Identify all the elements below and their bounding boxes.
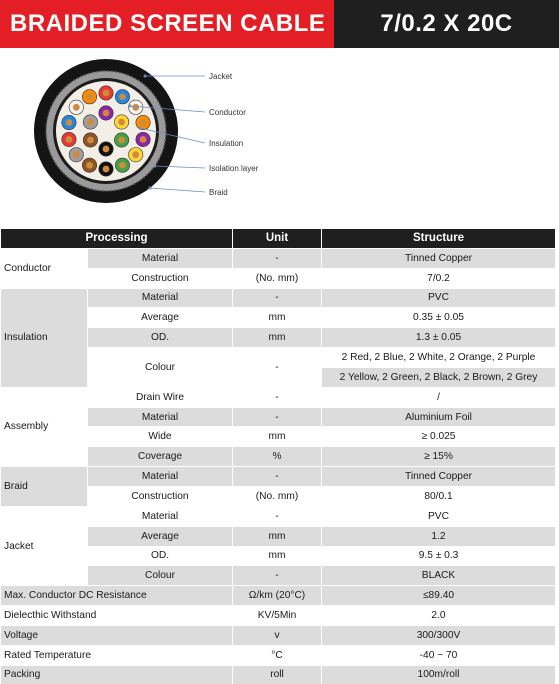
row-unit: mm bbox=[233, 328, 322, 348]
row-sub: Colour bbox=[88, 348, 233, 388]
row-unit: mm bbox=[233, 427, 322, 447]
table-row bbox=[1, 665, 556, 684]
row-sub: Average bbox=[88, 308, 233, 328]
row-unit: mm bbox=[233, 308, 322, 328]
row-sub: Colour bbox=[88, 566, 233, 586]
table-row bbox=[1, 645, 556, 665]
row-value: 2 Yellow, 2 Green, 2 Black, 2 Brown, 2 Grey bbox=[322, 367, 556, 387]
row-unit: - bbox=[233, 407, 322, 427]
property-label: Max. Conductor DC Resistance bbox=[1, 586, 233, 606]
row-value: Aluminium Foil bbox=[322, 407, 556, 427]
row-value: 7/0.2 bbox=[322, 268, 556, 288]
property-label: Rated Temperature bbox=[1, 645, 233, 665]
row-value: / bbox=[322, 387, 556, 407]
product-model: 7/0.2 X 20C bbox=[334, 0, 559, 48]
row-unit: - bbox=[233, 506, 322, 526]
header-unit: Unit bbox=[233, 229, 322, 249]
callout-jacket: Jacket bbox=[209, 72, 233, 81]
row-sub: Construction bbox=[88, 486, 233, 506]
row-value: -40 ~ 70 bbox=[322, 645, 556, 665]
conductor-core-4 bbox=[140, 136, 147, 143]
category-braid: Braid bbox=[1, 467, 88, 507]
spec-table bbox=[0, 228, 556, 684]
row-sub: Average bbox=[88, 526, 233, 546]
row-value: Tinned Copper bbox=[322, 467, 556, 487]
category-insulation: Insulation bbox=[1, 288, 88, 387]
category-assembly: Assembly bbox=[1, 387, 88, 466]
row-unit: °C bbox=[233, 645, 322, 665]
row-unit: - bbox=[233, 288, 322, 308]
row-value: ≥ 0.025 bbox=[322, 427, 556, 447]
spec-header-row bbox=[1, 229, 556, 249]
row-value: PVC bbox=[322, 288, 556, 308]
header-structure: Structure bbox=[322, 229, 556, 249]
row-unit: Ω/km (20°C) bbox=[233, 586, 322, 606]
property-label: Packing bbox=[1, 665, 233, 684]
conductor-core-0 bbox=[103, 90, 110, 97]
conductor-core-12 bbox=[73, 104, 80, 111]
row-value: 300/300V bbox=[322, 625, 556, 645]
row-value: 100m/roll bbox=[322, 665, 556, 684]
row-unit: % bbox=[233, 447, 322, 467]
conductor-core-16 bbox=[118, 137, 125, 144]
row-unit: - bbox=[233, 348, 322, 388]
cable-cross-section bbox=[0, 48, 559, 228]
table-row bbox=[1, 625, 556, 645]
row-sub: OD. bbox=[88, 328, 233, 348]
row-sub: Material bbox=[88, 248, 233, 268]
row-unit: KV/5Min bbox=[233, 606, 322, 626]
row-value: 1.3 ± 0.05 bbox=[322, 328, 556, 348]
row-unit: (No. mm) bbox=[233, 268, 322, 288]
row-value: Tinned Copper bbox=[322, 248, 556, 268]
row-value: 2.0 bbox=[322, 606, 556, 626]
table-row bbox=[1, 288, 556, 308]
conductor-core-13 bbox=[86, 93, 93, 100]
conductor-core-5 bbox=[132, 151, 139, 158]
conductor-core-10 bbox=[66, 136, 73, 143]
conductor-core-19 bbox=[87, 119, 94, 126]
row-unit: mm bbox=[233, 526, 322, 546]
row-unit: (No. mm) bbox=[233, 486, 322, 506]
callout-isolation-layer: Isolation layer bbox=[209, 164, 259, 173]
row-unit: - bbox=[233, 467, 322, 487]
conductor-core-17 bbox=[103, 146, 110, 153]
callout-braid: Braid bbox=[209, 188, 228, 197]
row-sub: Drain Wire bbox=[88, 387, 233, 407]
row-value: 2 Red, 2 Blue, 2 White, 2 Orange, 2 Purple bbox=[322, 348, 556, 368]
row-value: PVC bbox=[322, 506, 556, 526]
row-value: ≥ 15% bbox=[322, 447, 556, 467]
property-label: Dielecthic Withstand bbox=[1, 606, 233, 626]
row-unit: v bbox=[233, 625, 322, 645]
conductor-core-1 bbox=[119, 93, 126, 100]
conductor-core-11 bbox=[66, 119, 73, 126]
conductor-core-18 bbox=[87, 137, 94, 144]
conductor-core-7 bbox=[103, 166, 110, 173]
conductor-core-3 bbox=[140, 119, 147, 126]
row-unit: roll bbox=[233, 665, 322, 684]
conductor-core-6 bbox=[119, 162, 126, 169]
table-row bbox=[1, 248, 556, 268]
row-value: 9.5 ± 0.3 bbox=[322, 546, 556, 566]
callout-insulation: Insulation bbox=[209, 139, 244, 148]
row-sub: Construction bbox=[88, 268, 233, 288]
product-title: BRAIDED SCREEN CABLE bbox=[0, 0, 334, 48]
conductor-core-14 bbox=[103, 110, 110, 117]
callout-conductor: Conductor bbox=[209, 108, 246, 117]
row-sub: Material bbox=[88, 407, 233, 427]
table-row bbox=[1, 586, 556, 606]
category-jacket: Jacket bbox=[1, 506, 88, 585]
conductor-core-2 bbox=[132, 104, 139, 111]
header-banner bbox=[0, 0, 559, 48]
row-sub: Coverage bbox=[88, 447, 233, 467]
conductor-core-9 bbox=[73, 151, 80, 158]
row-value: 1.2 bbox=[322, 526, 556, 546]
row-value: 0.35 ± 0.05 bbox=[322, 308, 556, 328]
row-value: 80/0.1 bbox=[322, 486, 556, 506]
row-unit: - bbox=[233, 387, 322, 407]
conductor-core-15 bbox=[118, 119, 125, 126]
property-label: Voltage bbox=[1, 625, 233, 645]
table-row bbox=[1, 506, 556, 526]
row-value: BLACK bbox=[322, 566, 556, 586]
row-sub: OD. bbox=[88, 546, 233, 566]
conductor-core-8 bbox=[86, 162, 93, 169]
row-value: ≤89.40 bbox=[322, 586, 556, 606]
row-unit: mm bbox=[233, 546, 322, 566]
row-sub: Wide bbox=[88, 427, 233, 447]
table-row bbox=[1, 606, 556, 626]
category-conductor: Conductor bbox=[1, 248, 88, 288]
row-sub: Material bbox=[88, 467, 233, 487]
row-sub: Material bbox=[88, 506, 233, 526]
table-row bbox=[1, 387, 556, 407]
table-row bbox=[1, 467, 556, 487]
row-sub: Material bbox=[88, 288, 233, 308]
header-processing: Processing bbox=[1, 229, 233, 249]
cable-cross-section-diagram bbox=[0, 48, 559, 228]
row-unit: - bbox=[233, 248, 322, 268]
row-unit: - bbox=[233, 566, 322, 586]
